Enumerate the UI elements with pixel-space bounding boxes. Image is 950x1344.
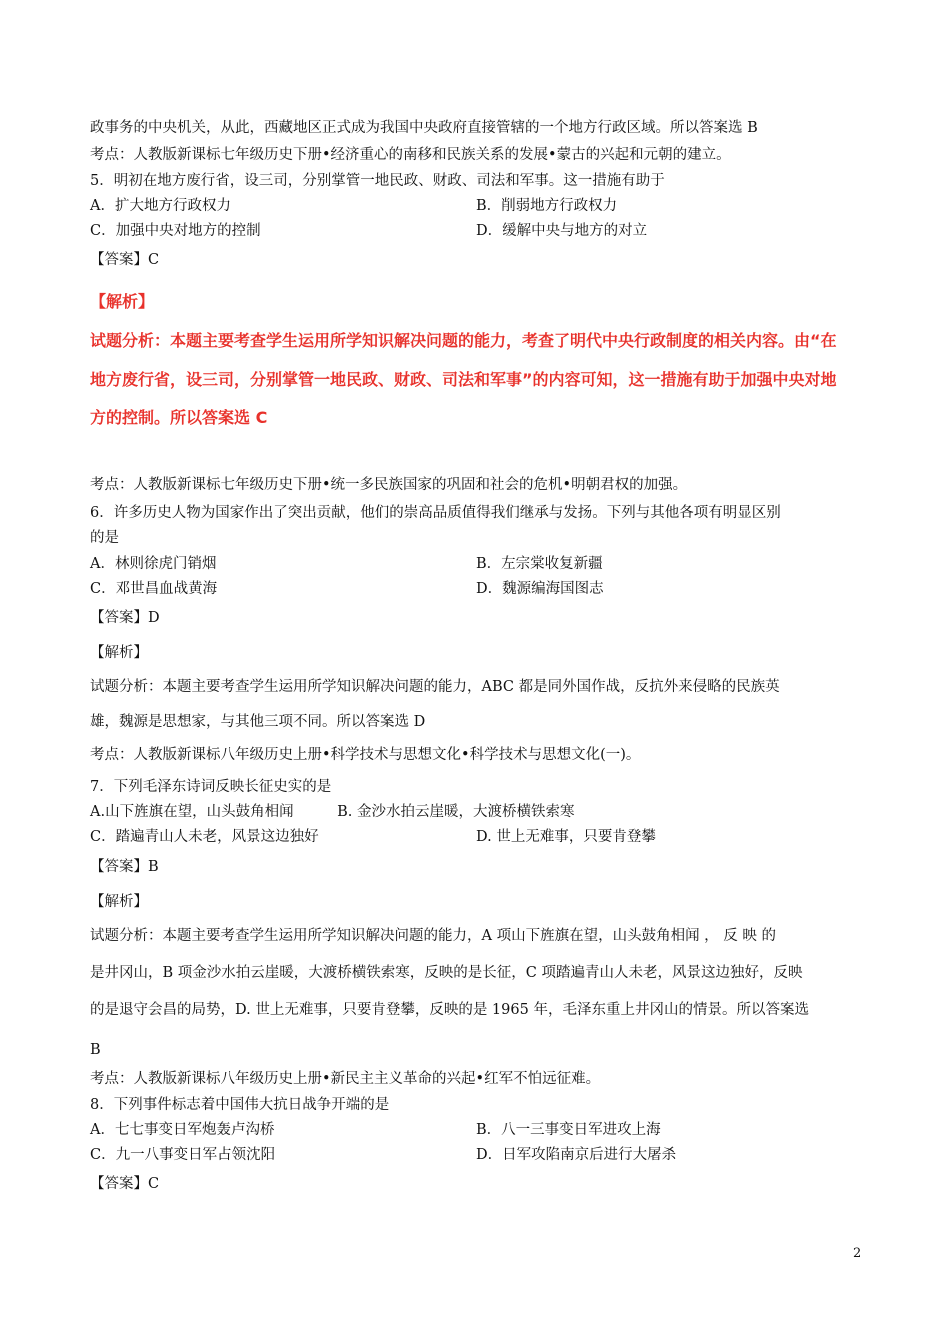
option-d: D．日军攻陷南京后进行大屠杀 — [476, 1147, 677, 1163]
option-ab: A.山下旌旗在望，山头鼓角相闻 B. 金沙水拍云崖暖，大渡桥横铁索寒 — [90, 804, 575, 820]
page-number: 2 — [853, 1246, 862, 1261]
question-8: 8．下列事件标志着中国伟大抗日战争开端的是 — [90, 1097, 390, 1113]
option-c: C．加强中央对地方的控制 D．缓解中央与地方的对立 — [90, 223, 648, 239]
option-a: A．七七事变日军炮轰卢沟桥 B．八一三事变日军进攻上海 — [90, 1122, 661, 1138]
question-6: 6．许多历史人物为国家作出了突出贡献，他们的崇高品质值得我们继承与发扬。下列与其他各项有明显区别 — [90, 505, 781, 521]
question-6-cont: 的是 — [90, 530, 119, 546]
text-line: 政事务的中央机关，从此，西藏地区正式成为我国中央政府直接管辖的一个地方行政区域。所以答案选 B — [90, 120, 758, 136]
kaodian-line: 考点：人教版新课标七年级历史下册•统一多民族国家的巩固和社会的危机•明朝君权的加强。 — [90, 477, 688, 493]
analysis-heading: 【解析】 — [90, 645, 148, 661]
option-b: B．八一三事变日军进攻上海 — [476, 1122, 661, 1138]
kaodian-line: 考点：人教版新课标七年级历史下册•经济重心的南移和民族关系的发展•蒙古的兴起和元朝的建立。 — [90, 147, 731, 163]
option-d: D. 世上无难事，只要肯登攀 — [476, 829, 656, 845]
analysis-line: 方的控制。所以答案选 C — [90, 408, 268, 427]
analysis-line: 雄，魏源是思想家，与其他三项不同。所以答案选 D — [90, 714, 426, 730]
analysis-line: B — [90, 1042, 101, 1058]
answer-line: 【答案】C — [90, 1176, 160, 1192]
option-d: D．魏源编海国图志 — [476, 581, 604, 597]
option-a: A．林则徐虎门销烟 B．左宗棠收复新疆 — [90, 556, 603, 572]
analysis-line: 地方废行省，设三司，分别掌管一地民政、财政、司法和军事”的内容可知，这一措施有助于加强中央对地 — [90, 370, 837, 389]
analysis-line: 试题分析：本题主要考查学生运用所学知识解决问题的能力，考查了明代中央行政制度的相关内容。由“在 — [90, 331, 837, 350]
analysis-line: 是井冈山，B 项金沙水拍云崖暖，大渡桥横铁索寒，反映的是长征，C 项踏遍青山人未老，风景这边独好，反映 — [90, 965, 803, 981]
analysis-heading: 【解析】 — [90, 894, 148, 910]
question-5: 5．明初在地方废行省，设三司，分别掌管一地民政、财政、司法和军事。这一措施有助于 — [90, 173, 665, 189]
option-c: C．邓世昌血战黄海 D．魏源编海国图志 — [90, 581, 604, 597]
option-b: B．削弱地方行政权力 — [476, 198, 618, 214]
analysis-line: 试题分析：本题主要考查学生运用所学知识解决问题的能力，ABC 都是同外国作战，反抗外来侵略的民族英 — [90, 679, 780, 695]
option-b: B．左宗棠收复新疆 — [476, 556, 603, 572]
answer-line: 【答案】B — [90, 859, 159, 875]
answer-line: 【答案】D — [90, 610, 160, 626]
option-c: C．踏遍青山人未老，风景这边独好 D. 世上无难事，只要肯登攀 — [90, 829, 656, 845]
analysis-line: 的是退守会昌的局势，D. 世上无难事，只要肯登攀，反映的是 1965 年，毛泽东重上井冈山的情景。所以答案选 — [90, 1002, 809, 1018]
kaodian-line: 考点：人教版新课标八年级历史上册•科学技术与思想文化•科学技术与思想文化(一)。 — [90, 747, 641, 763]
question-7: 7．下列毛泽东诗词反映长征史实的是 — [90, 779, 332, 795]
answer-line: 【答案】C — [90, 252, 160, 268]
analysis-line: 试题分析：本题主要考查学生运用所学知识解决问题的能力，A 项山下旌旗在望，山头鼓角相闻 ， 反 映 的 — [90, 928, 777, 944]
option-a: A．扩大地方行政权力 B．削弱地方行政权力 — [90, 198, 618, 214]
kaodian-line: 考点：人教版新课标八年级历史上册•新民主主义革命的兴起•红军不怕远征难。 — [90, 1071, 601, 1087]
analysis-heading: 【解析】 — [90, 292, 155, 311]
option-d: D．缓解中央与地方的对立 — [476, 223, 648, 239]
option-c: C．九一八事变日军占领沈阳 D．日军攻陷南京后进行大屠杀 — [90, 1147, 677, 1163]
